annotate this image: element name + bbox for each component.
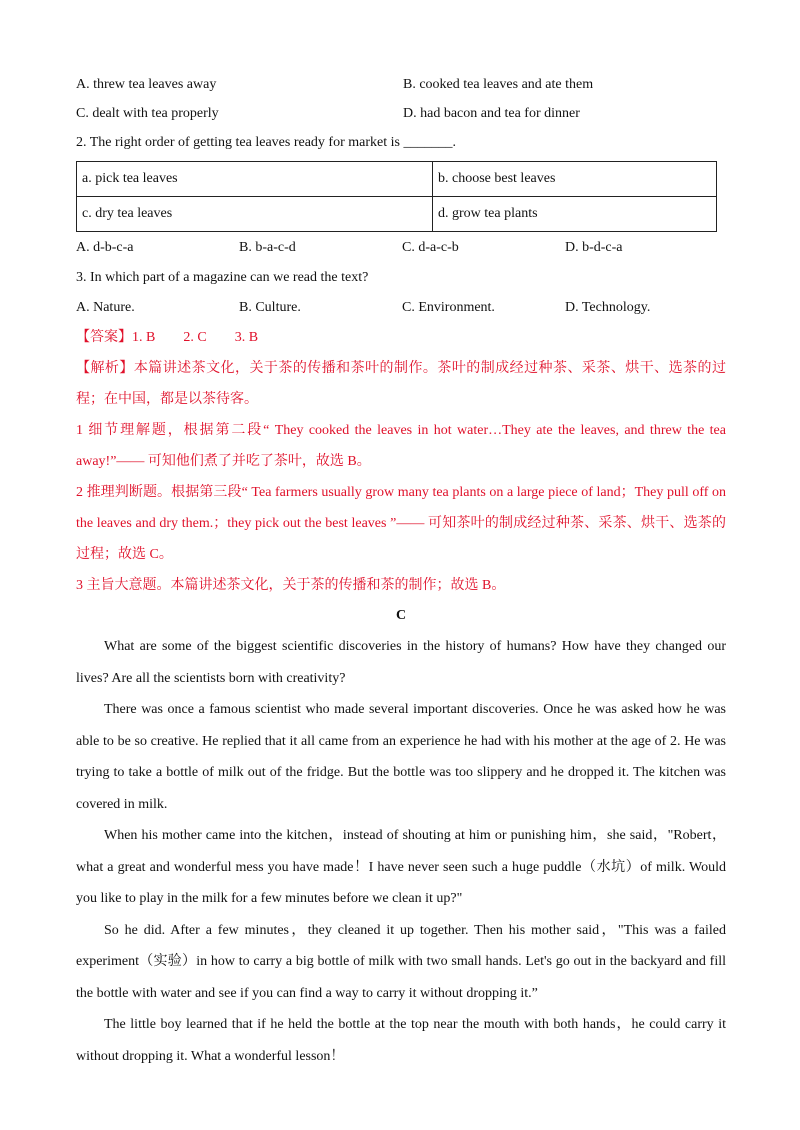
table-row	[77, 197, 717, 232]
q3-option-a: A. Nature.	[76, 300, 135, 315]
q3-option-d: D. Technology.	[565, 300, 651, 315]
q1-option-b: B. cooked tea leaves and ate them	[403, 76, 594, 92]
q2-steps-table	[76, 161, 717, 232]
q1-option-a: A. threw tea leaves away	[76, 76, 217, 92]
passage-paragraph: There was once a famous scientist who made several important discoveries. Once he was asked how he was able to be so creative. He replied that it all came from an experience he had with his mother at the age of 2. He was trying to take a bottle of milk out of the fridge. But the bottle was too slippery and he dropped it. The kitchen was covered in milk.	[76, 702, 726, 812]
q1-option-c: C. dealt with tea properly	[76, 105, 219, 121]
section-heading: C	[395, 608, 407, 623]
analysis-q2: 2 推理判断题。根据第三段“ Tea farmers usually grow many tea plants on a large piece of land；They pull off on the leaves and dry them.；they pick out the best leaves ”—— 可知茶叶的制成经过种茶、采茶、烘干、选茶的过程；故选 C。	[76, 485, 726, 562]
q3-options	[76, 293, 726, 323]
passage-paragraph: The little boy learned that if he held the bottle at the top near the mouth with both hands，he could carry it without dropping it. What a wonderful lesson！	[76, 1017, 726, 1064]
answer-key	[76, 323, 726, 353]
q3-option-b: B. Culture.	[239, 300, 301, 315]
document-page	[76, 70, 726, 1072]
answer-item: 3. B	[234, 330, 259, 345]
passage-paragraph: What are some of the biggest scientific discoveries in the history of humans? How have they changed our lives? Are all the scientists born with creativity?	[76, 639, 726, 686]
q2-option-d: D. b-d-c-a	[565, 240, 623, 255]
q1-options-row-2	[76, 99, 726, 128]
analysis-q1: 1 细节理解题，根据第二段“ They cooked the leaves in hot water…They ate the leaves, and threw the tea away!”—— 可知他们煮了并吃了茶叶，故选 B。	[76, 423, 726, 469]
table-row	[77, 162, 717, 197]
q1-option-d: D. had bacon and tea for dinner	[403, 105, 580, 121]
q3-stem: 3. In which part of a magazine can we read the text?	[76, 270, 369, 285]
answer-label: 【答案】	[76, 330, 132, 345]
analysis-intro: 【解析】本篇讲述茶文化，关于茶的传播和茶叶的制作。茶叶的制成经过种茶、采茶、烘干、选茶的过程；在中国，都是以茶待客。	[76, 361, 726, 407]
q2-options	[76, 233, 726, 263]
table-cell: b. choose best leaves	[433, 162, 717, 197]
table-cell: c. dry tea leaves	[77, 197, 433, 232]
passage-paragraph: When his mother came into the kitchen，instead of shouting at him or punishing him，she said，"Robert，what a great and wonderful mess you have made！I have never seen such a huge puddle（水坑）of milk. Would you like to play in the milk for a few minutes before we clean it up?"	[76, 828, 726, 906]
analysis-q3: 3 主旨大意题。本篇讲述茶文化，关于茶的传播和茶的制作；故选 B。	[76, 578, 506, 593]
answer-item: 1. B	[132, 330, 156, 345]
answer-item: 2. C	[183, 330, 207, 345]
q2-option-b: B. b-a-c-d	[239, 240, 296, 255]
table-cell: a. pick tea leaves	[77, 162, 433, 197]
q2-option-a: A. d-b-c-a	[76, 240, 134, 255]
q2-stem: 2. The right order of getting tea leaves ready for market is _______.	[76, 135, 456, 150]
table-cell: d. grow tea plants	[433, 197, 717, 232]
q1-options-row-1	[76, 70, 726, 99]
q3-option-c: C. Environment.	[402, 300, 495, 315]
q2-option-c: C. d-a-c-b	[402, 240, 459, 255]
passage-paragraph: So he did. After a few minutes，they cleaned it up together. Then his mother said，"This was a failed experiment（实验）in how to carry a big bottle of milk with two small hands. Let's go out in the backyard and fill the bottle with water and see if you can find a way to carry it without dropping it.”	[76, 922, 726, 1001]
